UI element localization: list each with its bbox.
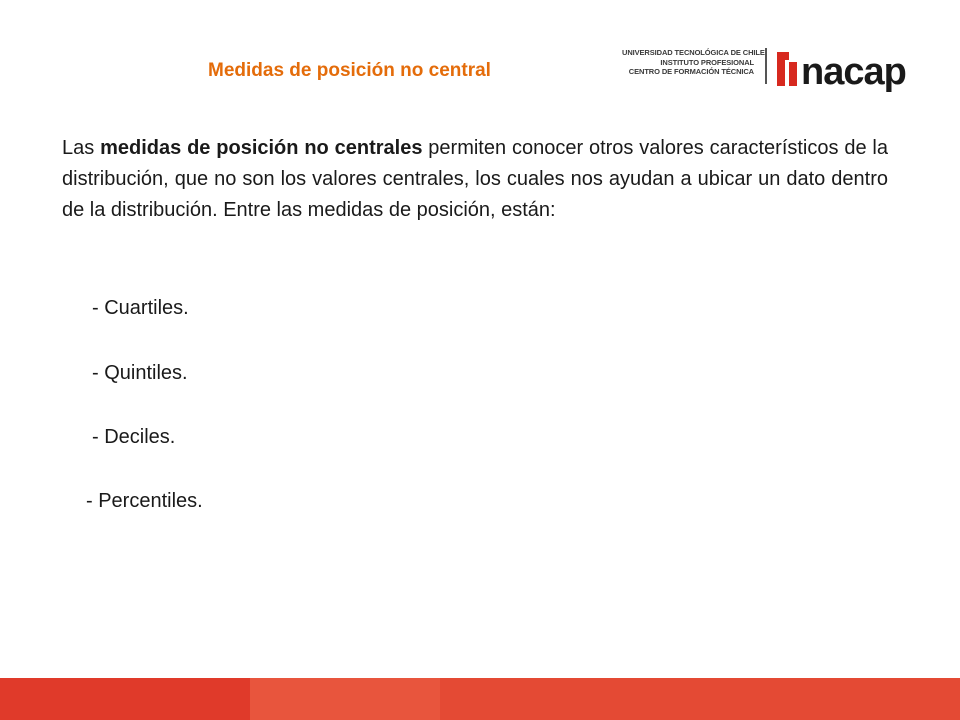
inacap-logo	[622, 44, 932, 92]
inacap-logo-mark	[775, 46, 935, 92]
list-item-cuartiles: - Cuartiles.	[92, 297, 189, 319]
list-item-quintiles: - Quintiles.	[92, 362, 188, 384]
intro-lead: Las	[62, 137, 101, 159]
slide-title: Medidas de posición no central	[208, 60, 491, 81]
intro-paragraph	[62, 133, 888, 226]
list-item-deciles: - Deciles.	[92, 426, 176, 448]
logo-white-notch	[789, 52, 797, 62]
logo-divider	[765, 48, 767, 84]
logo-line-institute: INSTITUTO PROFESIONAL	[660, 57, 754, 67]
logo-line-university: UNIVERSIDAD TECNOLÓGICA DE CHILE	[622, 48, 765, 57]
logo-white-stem	[785, 60, 789, 86]
logo-institution-lines	[622, 48, 765, 77]
intro-rest: permiten conocer otros valores característicos de la distribución, que no son los valores centrales, los cuales nos ayudan a ubicar un dato dentro de la distribución. Entre las medidas de posición, están:	[62, 137, 888, 221]
footer-bar-right	[440, 678, 960, 720]
footer-bar-center	[250, 678, 440, 720]
list-item-percentiles: - Percentiles.	[86, 490, 203, 512]
logo-brand-text: nacap	[801, 51, 906, 92]
logo-line-cft: CENTRO DE FORMACIÓN TÉCNICA	[628, 67, 754, 76]
intro-bold-term: medidas de posición no centrales	[100, 137, 423, 159]
